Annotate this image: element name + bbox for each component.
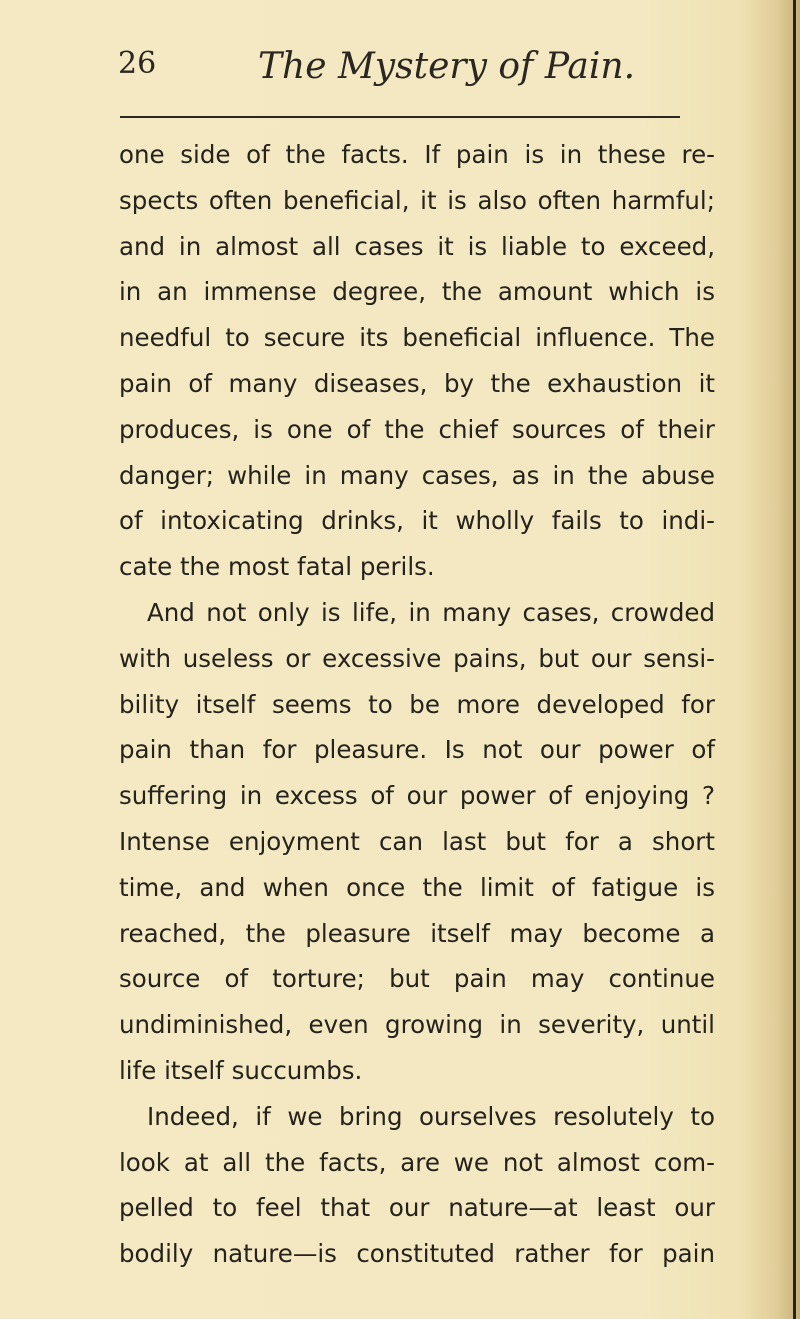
text-line: life itself succumbs. (119, 1055, 363, 1085)
text-line: bility itself seems to be more developed for (119, 689, 715, 719)
text-line: Indeed, if we bring ourselves resolutely to (147, 1101, 715, 1131)
text-line: source of torture; but pain may continue (119, 964, 715, 994)
header-rule (120, 116, 680, 118)
running-head (118, 40, 678, 110)
page-edge-shadow (740, 0, 800, 1319)
text-line: And not only is life, in many cases, crowded (147, 597, 715, 627)
text-line: pain than for pleasure. Is not our power of (119, 735, 715, 765)
text-line: and in almost all cases it is liable to exceed, (119, 231, 715, 261)
text-line: suffering in excess of our power of enjoying ? (119, 781, 715, 811)
text-line: pelled to feel that our nature—at least our (119, 1193, 715, 1223)
text-line: Intense enjoyment can last but for a short (119, 826, 715, 856)
text-line: needful to secure its beneficial influence. The (119, 323, 715, 353)
text-line: one side of the facts. If pain is in these re- (119, 140, 715, 169)
text-line: pain of many diseases, by the exhaustion it (119, 368, 715, 398)
page-edge-line (793, 0, 796, 1319)
text-line: undiminished, even growing in severity, until (119, 1010, 715, 1040)
text-line: with useless or excessive pains, but our sensi- (119, 643, 715, 673)
text-line: reached, the pleasure itself may become a (119, 918, 715, 948)
page-number: 26 (118, 46, 157, 81)
text-line: look at all the facts, are we not almost com- (119, 1147, 715, 1177)
running-title: The Mystery of Pain. (258, 46, 636, 87)
text-line: danger; while in many cases, as in the abuse (119, 460, 715, 490)
text-line: spects often beneficial, it is also often harmful; (119, 185, 715, 215)
text-line: of intoxicating drinks, it wholly fails to indi- (119, 506, 715, 536)
text-line: bodily nature—is constituted rather for pain (119, 1239, 715, 1269)
body-text (119, 132, 715, 1277)
text-line: produces, is one of the chief sources of their (119, 414, 715, 444)
text-line: time, and when once the limit of fatigue is (119, 872, 715, 902)
text-line: cate the most fatal perils. (119, 552, 435, 582)
text-line: in an immense degree, the amount which is (119, 277, 715, 307)
